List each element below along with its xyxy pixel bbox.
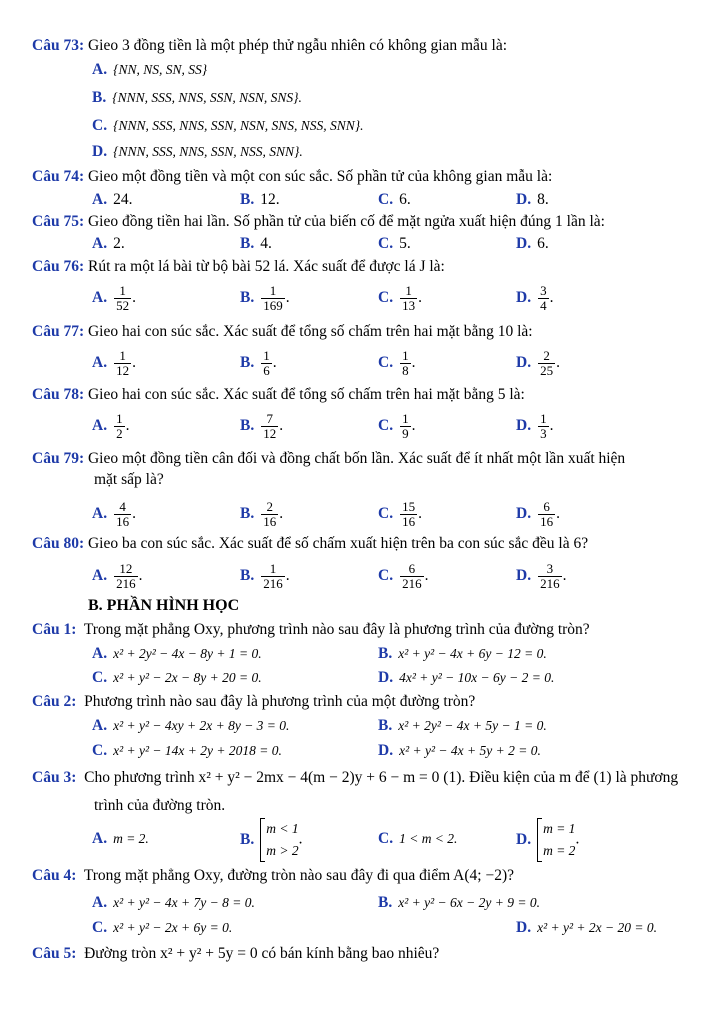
answer-b <box>92 88 302 108</box>
denominator: 216 <box>402 576 422 591</box>
answer-label: D. <box>516 505 532 523</box>
answer-a <box>92 234 125 254</box>
condition-bracket <box>260 818 298 862</box>
fraction <box>400 412 411 441</box>
answer-label: D. <box>516 567 532 585</box>
fraction <box>400 284 417 313</box>
fraction <box>261 562 285 591</box>
numerator: 7 <box>266 411 273 426</box>
question-number: Câu 77: <box>32 323 85 340</box>
answer-label: B. <box>240 567 255 585</box>
question-74 <box>32 167 711 187</box>
numerator: 3 <box>546 561 554 576</box>
question-number: Câu 3: <box>32 769 77 786</box>
answer-label: D. <box>378 669 394 686</box>
numerator: 1 <box>269 561 277 576</box>
denominator: 52 <box>116 298 130 313</box>
answer-label: C. <box>378 505 394 523</box>
question-number: Câu 5: <box>32 945 77 962</box>
answer-label: B. <box>240 354 255 372</box>
answer-label: B. <box>378 645 393 662</box>
answer-text: {NNN, SSS, NNS, SSN, NSN, SNS, NSS, SNN}. <box>113 118 364 133</box>
question-text: Gieo một đồng tiền và một con súc sắc. Số phần tử của không gian mẫu là: <box>87 168 553 185</box>
answer-c: C. $\frac{1}{8}$ . <box>378 348 416 378</box>
question-77 <box>32 322 711 342</box>
answer-d: D. m = 1 m = 2 . <box>516 818 579 862</box>
denominator: 12 <box>116 363 130 378</box>
fraction <box>538 562 562 591</box>
answer-c <box>378 829 457 849</box>
answer-label: C. <box>92 742 108 759</box>
question-80 <box>32 534 711 554</box>
answer-d: D. $\frac{3}{4}$ . <box>516 283 554 313</box>
denominator: 216 <box>263 576 283 591</box>
question-number: Câu 2: <box>32 693 77 710</box>
denominator: 8 <box>402 363 409 378</box>
answer-a: A. $\frac{1}{52}$ . <box>92 283 136 313</box>
answer-label: B. <box>240 505 255 523</box>
fraction <box>538 412 549 441</box>
denominator: 169 <box>263 298 283 313</box>
condition-bottom: m > 2 <box>266 843 299 858</box>
denominator: 13 <box>402 298 416 313</box>
question-number: Câu 1: <box>32 621 77 638</box>
question-text: Gieo một đồng tiền cân đối và đồng chất bốn lần. Xác suất để ít nhất một lần xuất hiện <box>87 450 626 467</box>
answer-label: B. <box>378 717 393 734</box>
answer-label: A. <box>92 235 108 252</box>
answer-label: D. <box>516 830 532 848</box>
geo-question-2 <box>32 692 711 712</box>
answer-label: D. <box>516 919 532 936</box>
answer-d: D. $\frac{6}{16}$ . <box>516 499 560 529</box>
answer-c <box>92 668 262 688</box>
answer-b: B. m < 1 m > 2 . <box>240 818 302 862</box>
numerator: 6 <box>408 561 416 576</box>
answer-a: A. $\frac{1}{2}$ . <box>92 411 130 441</box>
fraction <box>114 412 125 441</box>
denominator: 3 <box>540 426 547 441</box>
answer-text: x² + y² − 2x + 6y = 0. <box>113 920 233 935</box>
answer-d: D. $\frac{1}{3}$ . <box>516 411 554 441</box>
question-text: Đường tròn x² + y² + 5y = 0 có bán kính bằng bao nhiêu? <box>84 945 440 962</box>
answer-label: C. <box>378 830 394 847</box>
question-number: Câu 73: <box>32 37 85 54</box>
answer-label: B. <box>92 89 107 106</box>
question-number: Câu 76: <box>32 258 85 275</box>
fraction <box>261 412 278 441</box>
question-text: trình của đường tròn. <box>94 797 226 814</box>
answer-d <box>378 668 554 688</box>
question-text: Gieo hai con súc sắc. Xác suất để tổng số chấm trên hai mặt bằng 5 là: <box>87 386 525 403</box>
numerator: 2 <box>266 499 273 514</box>
answer-b <box>240 234 272 254</box>
fraction <box>400 562 424 591</box>
question-number: Câu 74: <box>32 168 85 185</box>
answer-d <box>516 918 657 938</box>
answer-a <box>92 829 149 849</box>
fraction <box>538 284 549 313</box>
numerator: 4 <box>119 499 126 514</box>
answer-text: x² + y² − 4xy + 2x + 8y − 3 = 0. <box>113 718 290 733</box>
fraction <box>538 500 555 529</box>
answer-c: C. $\frac{1}{9}$ . <box>378 411 416 441</box>
question-text: mặt sấp là? <box>94 471 164 488</box>
answer-d: D. $\frac{3}{216}$ . <box>516 561 567 591</box>
fraction <box>114 349 131 378</box>
answer-text: {NNN, SSS, NNS, SSN, NSS, SNN}. <box>113 144 303 159</box>
denominator: 16 <box>116 514 130 529</box>
answer-label: C. <box>92 117 108 134</box>
section-title: B. PHẦN HÌNH HỌC <box>88 597 240 614</box>
question-text: Trong mặt phẳng Oxy, phương trình nào sau đây là phương trình của đường tròn? <box>83 621 590 638</box>
answer-text: {NN, NS, SN, SS} <box>113 62 208 77</box>
numerator: 15 <box>402 499 416 514</box>
numerator: 1 <box>402 411 409 426</box>
answer-label: B. <box>240 830 255 848</box>
numerator: 1 <box>402 348 409 363</box>
answer-c <box>92 116 364 136</box>
question-73 <box>32 36 711 56</box>
question-76 <box>32 257 711 277</box>
answer-label: D. <box>92 143 108 160</box>
denominator: 216 <box>116 576 136 591</box>
answer-label: D. <box>516 354 532 372</box>
answer-label: C. <box>378 417 394 435</box>
fraction <box>400 500 417 529</box>
answer-c: C. $\frac{1}{13}$ . <box>378 283 422 313</box>
answer-d <box>378 741 541 761</box>
denominator: 9 <box>402 426 409 441</box>
answer-text: 12. <box>260 191 280 208</box>
answer-label: A. <box>92 505 108 523</box>
question-number: Câu 80: <box>32 535 85 552</box>
geo-question-3-continued <box>94 796 711 816</box>
answer-d <box>516 234 549 254</box>
answer-label: B. <box>240 191 255 208</box>
question-78 <box>32 385 711 405</box>
question-text: Gieo đồng tiền hai lần. Số phần tử của biến cố để mặt ngửa xuất hiện đúng 1 lần là: <box>87 213 605 230</box>
condition-bracket <box>537 818 575 862</box>
answer-text: x² + y² − 14x + 2y + 2018 = 0. <box>113 743 282 758</box>
answer-label: A. <box>92 354 108 372</box>
answer-label: D. <box>378 742 394 759</box>
question-number: Câu 75: <box>32 213 85 230</box>
denominator: 4 <box>540 298 547 313</box>
answer-c: C. $\frac{15}{16}$ . <box>378 499 422 529</box>
answer-text: x² + y² + 2x − 20 = 0. <box>537 920 657 935</box>
answer-b <box>378 644 547 664</box>
question-75 <box>32 212 711 232</box>
answer-label: C. <box>378 567 394 585</box>
question-text: Rút ra một lá bài từ bộ bài 52 lá. Xác suất để được lá J là: <box>87 258 445 275</box>
answer-label: A. <box>92 567 108 585</box>
question-text: Gieo 3 đồng tiền là một phép thử ngẫu nhiên có không gian mẫu là: <box>87 37 508 54</box>
numerator: 1 <box>119 283 126 298</box>
numerator: 12 <box>119 561 133 576</box>
answer-label: B. <box>240 289 255 307</box>
question-text: Gieo hai con súc sắc. Xác suất để tổng số chấm trên hai mặt bằng 10 là: <box>87 323 533 340</box>
answer-a <box>92 644 262 664</box>
fraction <box>261 500 278 529</box>
answer-text: {NNN, SSS, NNS, SSN, NSN, SNS}. <box>112 90 302 105</box>
answer-label: C. <box>378 354 394 372</box>
answer-label: B. <box>240 235 255 252</box>
answer-b <box>378 716 547 736</box>
answer-text: 6. <box>399 191 411 208</box>
numerator: 6 <box>543 499 550 514</box>
fraction <box>261 349 272 378</box>
condition-top: m = 1 <box>543 821 576 836</box>
answer-text: 5. <box>399 235 411 252</box>
geo-question-1 <box>32 620 711 640</box>
question-number: Câu 4: <box>32 867 77 884</box>
fraction <box>114 284 131 313</box>
numerator: 1 <box>540 411 547 426</box>
numerator: 1 <box>405 283 412 298</box>
answer-label: A. <box>92 717 108 734</box>
numerator: 1 <box>263 348 270 363</box>
answer-b: B. $\frac{7}{12}$ . <box>240 411 284 441</box>
answer-text: 6. <box>537 235 549 252</box>
answer-text: x² + y² − 4x + 5y + 2 = 0. <box>399 743 541 758</box>
denominator: 16 <box>402 514 416 529</box>
denominator: 25 <box>540 363 554 378</box>
question-79 <box>32 449 711 469</box>
answer-text: 4x² + y² − 10x − 6y − 2 = 0. <box>399 670 555 685</box>
answer-b <box>378 893 540 913</box>
answer-text: x² + y² − 6x − 2y + 9 = 0. <box>398 895 540 910</box>
answer-d <box>92 142 303 162</box>
answer-label: C. <box>92 919 108 936</box>
geo-question-3 <box>32 768 711 788</box>
numerator: 2 <box>543 348 550 363</box>
denominator: 16 <box>540 514 554 529</box>
numerator: 1 <box>269 283 277 298</box>
fraction <box>261 284 285 313</box>
answer-label: A. <box>92 417 108 435</box>
fraction <box>114 500 131 529</box>
numerator: 1 <box>119 348 126 363</box>
question-number: Câu 79: <box>32 450 85 467</box>
numerator: 1 <box>116 411 123 426</box>
question-text: Trong mặt phẳng Oxy, đường tròn nào sau đây đi qua điểm A(4; −2)? <box>83 867 514 884</box>
answer-a <box>92 893 255 913</box>
fraction <box>114 562 138 591</box>
geo-question-5 <box>32 944 711 964</box>
answer-c <box>92 741 282 761</box>
answer-label: A. <box>92 645 108 662</box>
answer-label: D. <box>516 417 532 435</box>
question-text: Phương trình nào sau đây là phương trình của một đường tròn? <box>84 693 476 710</box>
numerator: 3 <box>540 283 547 298</box>
denominator: 12 <box>263 426 277 441</box>
answer-text: m = 2. <box>113 831 149 846</box>
answer-label: C. <box>92 669 108 686</box>
denominator: 216 <box>540 576 560 591</box>
answer-a <box>92 60 207 80</box>
answer-label: D. <box>516 289 532 307</box>
answer-d <box>516 190 549 210</box>
answer-text: x² + 2y² − 4x + 5y − 1 = 0. <box>398 718 547 733</box>
answer-text: x² + 2y² − 4x − 8y + 1 = 0. <box>113 646 262 661</box>
condition-bottom: m = 2 <box>543 843 576 858</box>
answer-c: C. $\frac{6}{216}$ . <box>378 561 429 591</box>
answer-text: x² + y² − 4x + 7y − 8 = 0. <box>113 895 255 910</box>
answer-a <box>92 190 132 210</box>
answer-label: C. <box>378 235 394 252</box>
answer-b: B. $\frac{1}{216}$ . <box>240 561 290 591</box>
geo-question-4 <box>32 866 711 886</box>
answer-text: 24. <box>113 191 133 208</box>
answer-label: C. <box>378 289 394 307</box>
answer-a: A. $\frac{4}{16}$ . <box>92 499 136 529</box>
answer-label: B. <box>378 894 393 911</box>
answer-label: D. <box>516 191 532 208</box>
answer-text: x² + y² − 2x − 8y + 20 = 0. <box>113 670 262 685</box>
answer-label: A. <box>92 830 108 847</box>
fraction <box>400 349 411 378</box>
answer-a: A. $\frac{12}{216}$ . <box>92 561 143 591</box>
fraction <box>538 349 555 378</box>
answer-text: 8. <box>537 191 549 208</box>
answer-d: D. $\frac{2}{25}$ . <box>516 348 560 378</box>
answer-b: B. $\frac{1}{6}$ . <box>240 348 277 378</box>
question-text: Cho phương trình x² + y² − 2mx − 4(m − 2)y + 6 − m = 0 (1). Điều kiện của m để (1) là phương <box>84 769 679 786</box>
condition-top: m < 1 <box>266 821 299 836</box>
answer-a <box>92 716 289 736</box>
answer-b <box>240 190 280 210</box>
answer-label: A. <box>92 61 108 78</box>
answer-label: A. <box>92 191 108 208</box>
denominator: 2 <box>116 426 123 441</box>
answer-text: x² + y² − 4x + 6y − 12 = 0. <box>398 646 547 661</box>
answer-label: B. <box>240 417 255 435</box>
answer-label: C. <box>378 191 394 208</box>
answer-c <box>92 918 232 938</box>
question-number: Câu 78: <box>32 386 85 403</box>
answer-label: A. <box>92 289 108 307</box>
answer-a: A. $\frac{1}{12}$ . <box>92 348 136 378</box>
answer-b: B. $\frac{1}{169}$ . <box>240 283 290 313</box>
denominator: 16 <box>263 514 277 529</box>
answer-c <box>378 190 411 210</box>
answer-text: 1 < m < 2. <box>399 831 458 846</box>
answer-text: 4. <box>260 235 272 252</box>
answer-text: 2. <box>113 235 125 252</box>
answer-label: A. <box>92 894 108 911</box>
denominator: 6 <box>263 363 270 378</box>
question-79-continued <box>94 470 711 490</box>
question-text: Gieo ba con súc sắc. Xác suất để số chấm xuất hiện trên ba con súc sắc đều là 6? <box>87 535 589 552</box>
answer-label: D. <box>516 235 532 252</box>
answer-b: B. $\frac{2}{16}$ . <box>240 499 284 529</box>
answer-c <box>378 234 411 254</box>
